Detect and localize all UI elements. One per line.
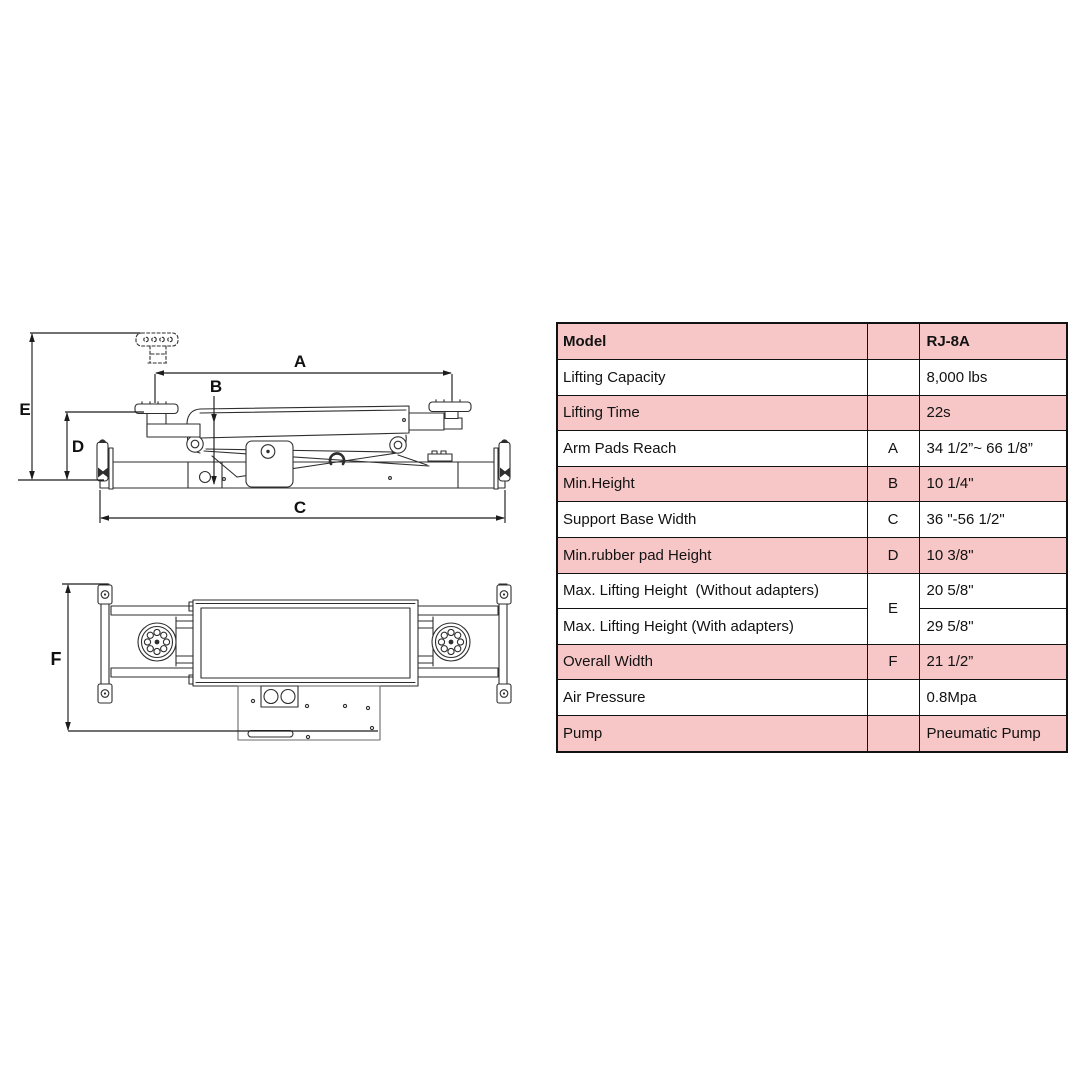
dim-label-f: F	[50, 649, 62, 669]
spec-table	[556, 322, 1068, 753]
value-cell: 10 3/8"	[919, 537, 1067, 573]
spec-table-body	[557, 323, 1067, 752]
param-label-cell: Air Pressure	[557, 680, 867, 716]
param-label-cell: Max. Lifting Height (Without adapters)	[557, 573, 867, 609]
symbol-cell	[867, 395, 919, 431]
dim-label-e: E	[19, 400, 31, 419]
param-label-cell: Min.rubber pad Height	[557, 537, 867, 573]
center-platform	[189, 600, 418, 686]
model-value: RJ-8A	[919, 323, 1067, 360]
model-label: Model	[557, 323, 867, 360]
value-cell: 36 "-56 1/2"	[919, 502, 1067, 538]
symbol-cell: B	[867, 466, 919, 502]
table-row	[557, 644, 1067, 680]
value-cell: 22s	[919, 395, 1067, 431]
dim-label-d: D	[71, 437, 85, 456]
technical-drawing	[0, 300, 540, 780]
pneumatic-plate	[238, 686, 380, 740]
table-row	[557, 360, 1067, 396]
param-label-cell: Pump	[557, 715, 867, 752]
left-roller-wheel	[138, 623, 176, 661]
table-row	[557, 466, 1067, 502]
dim-label-a: A	[293, 352, 307, 371]
symbol-cell: C	[867, 502, 919, 538]
value-cell: 20 5/8"	[919, 573, 1067, 609]
param-label-cell: Lifting Capacity	[557, 360, 867, 396]
table-row	[557, 502, 1067, 538]
table-row	[557, 573, 1067, 609]
param-label-cell: Max. Lifting Height (With adapters)	[557, 609, 867, 645]
table-row	[557, 680, 1067, 716]
param-label-cell: Support Base Width	[557, 502, 867, 538]
top-right-bracket	[497, 584, 511, 703]
main-beam	[187, 406, 409, 453]
left-pivot-roller	[187, 436, 203, 452]
symbol-cell: E	[867, 573, 919, 644]
table-row	[557, 537, 1067, 573]
symbol-cell	[867, 680, 919, 716]
value-cell: 8,000 lbs	[919, 360, 1067, 396]
table-header-row	[557, 323, 1067, 360]
top-view-drawing	[98, 584, 511, 740]
table-row	[557, 431, 1067, 467]
right-roller-wheel	[432, 623, 470, 661]
base-frame	[100, 451, 505, 488]
value-cell: 0.8Mpa	[919, 680, 1067, 716]
dim-label-b: B	[209, 377, 223, 396]
table-row	[557, 609, 1067, 645]
value-cell: Pneumatic Pump	[919, 715, 1067, 752]
value-cell: 10 1/4"	[919, 466, 1067, 502]
value-cell: 34 1/2”~ 66 1/8”	[919, 431, 1067, 467]
value-cell: 21 1/2”	[919, 644, 1067, 680]
value-cell: 29 5/8"	[919, 609, 1067, 645]
param-label-cell: Arm Pads Reach	[557, 431, 867, 467]
right-arm-pad	[409, 400, 471, 430]
right-pivot-roller	[390, 437, 406, 453]
top-left-bracket	[98, 584, 112, 703]
param-label-cell: Overall Width	[557, 644, 867, 680]
adapter-dashed	[136, 333, 178, 363]
table-row	[557, 395, 1067, 431]
param-label-cell: Lifting Time	[557, 395, 867, 431]
symbol-cell: F	[867, 644, 919, 680]
symbol-cell: A	[867, 431, 919, 467]
table-row	[557, 715, 1067, 752]
symbol-cell: D	[867, 537, 919, 573]
param-label-cell: Min.Height	[557, 466, 867, 502]
dim-label-c: C	[293, 498, 307, 517]
symbol-cell	[867, 715, 919, 752]
model-symbol-cell	[867, 323, 919, 360]
symbol-cell	[867, 360, 919, 396]
